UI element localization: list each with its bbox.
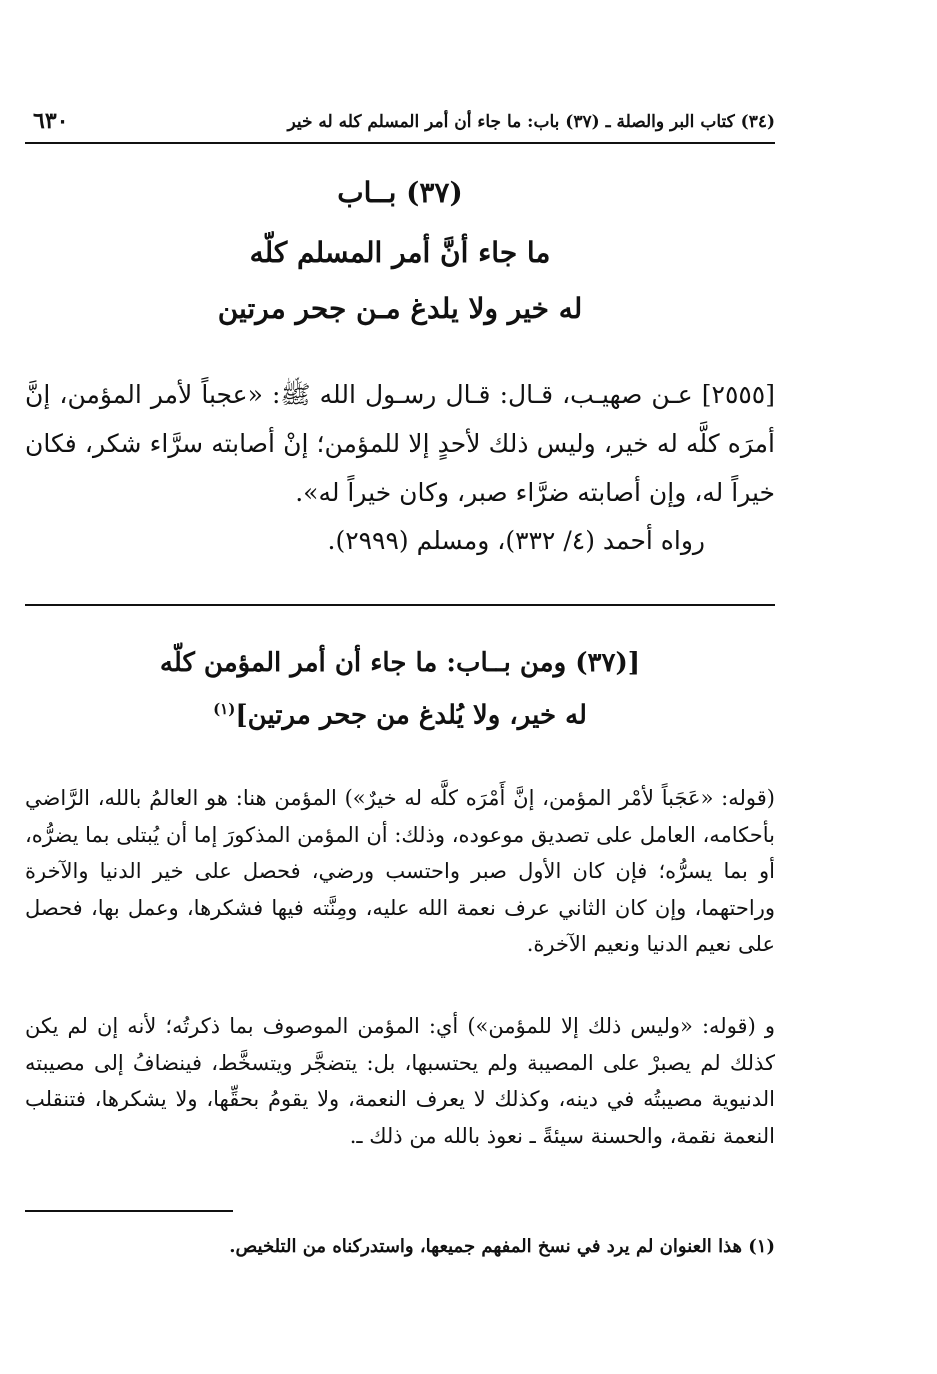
footnote-mark: (١) xyxy=(213,700,236,718)
sharh-heading-line2 xyxy=(25,700,775,731)
commentary-text: (قوله: «عَجَباً لأمْر المؤمن، إنَّ أَمْرَه كلَّه له خيرٌ») المؤمن هنا: هو العالمُ بالله، الرَّاضي بأحكامه، العامل على تصديق موعوده، وذلك: أن المؤمن المذكورَ إما أن يُبتلى بما يضرُّه، أو بما يسرُّه؛ فإن كان الأول صبر واحتسب ورضي، فحصل على خير الدنيا والآخرة وراحتهما، وإن كان الثاني عرف نعمة الله عليه، ومِنَّته فيها فشكرها، وعمل بها، فحصل على نعيم الدنيا ونعيم الآخرة. xyxy=(25,786,775,956)
sharh-heading-text: له خير، ولا يُلدغ من جحر مرتين] xyxy=(235,700,587,731)
running-header xyxy=(25,108,775,140)
section-divider xyxy=(25,604,775,606)
hadith-text xyxy=(25,370,775,517)
book-page xyxy=(25,0,775,1374)
page-number: ٦٣٠ xyxy=(33,108,69,134)
footnote: (١) هذا العنوان لم يرد في نسخ المفهم جميعها، واستدركناه من التلخيص. xyxy=(229,1236,775,1257)
commentary-text: و (قوله: «وليس ذلك إلا للمؤمن») أي: المؤمن الموصوف بما ذكرتُه؛ لأنه إن لم يكن كذلك لم يصبرْ على المصيبة ولم يحتسبها، بل: يتضجَّر ويتسخَّط، فينضافُ إلى مصيبته الدنيوية مصيبتُه في دينه، وكذلك لا يعرف النعمة، ولا يقومُ بحقِّها، ولا يشكرها، فتنقلب النعمة نقمة، والحسنة سيئةً ـ نعوذ بالله من ذلك ـ. xyxy=(25,1014,775,1148)
running-title: (٣٤) كتاب البر والصلة ـ (٣٧) باب: ما جاء أن أمر المسلم كله له خير xyxy=(287,112,775,132)
header-rule xyxy=(25,142,775,144)
chapter-title-line2: له خير ولا يلدغ مـن جحر مرتين xyxy=(217,292,583,325)
commentary-paragraph-2 xyxy=(25,1008,775,1154)
commentary-paragraph-1 xyxy=(25,780,775,963)
hadith-paragraph: [٢٥٥٥] عـن صهيـب، قـال: قـال رسـول الله ﷺ: «عجباً لأمر المؤمن، إنَّ أمرَه كلَّه له خير، وليس ذلك لأحدٍ إلا للمؤمن؛ إنْ أصابته سرَّاء شكر، فكان خيراً له، وإن أصابته ضرَّاء صبر، وكان خيراً له». xyxy=(25,380,775,507)
chapter-title-line1: ما جاء أنَّ أمر المسلم كلّه xyxy=(249,236,551,269)
hadith-reference: رواه أحمد (٤/ ٣٣٢)، ومسلم (٢٩٩٩). xyxy=(327,526,705,555)
footnote-rule xyxy=(25,1210,233,1212)
chapter-number: (٣٧) بــاب xyxy=(337,176,463,209)
sharh-heading-line1: [(٣٧) ومن بــاب: ما جاء أن أمر المؤمن كلّه xyxy=(159,648,641,678)
